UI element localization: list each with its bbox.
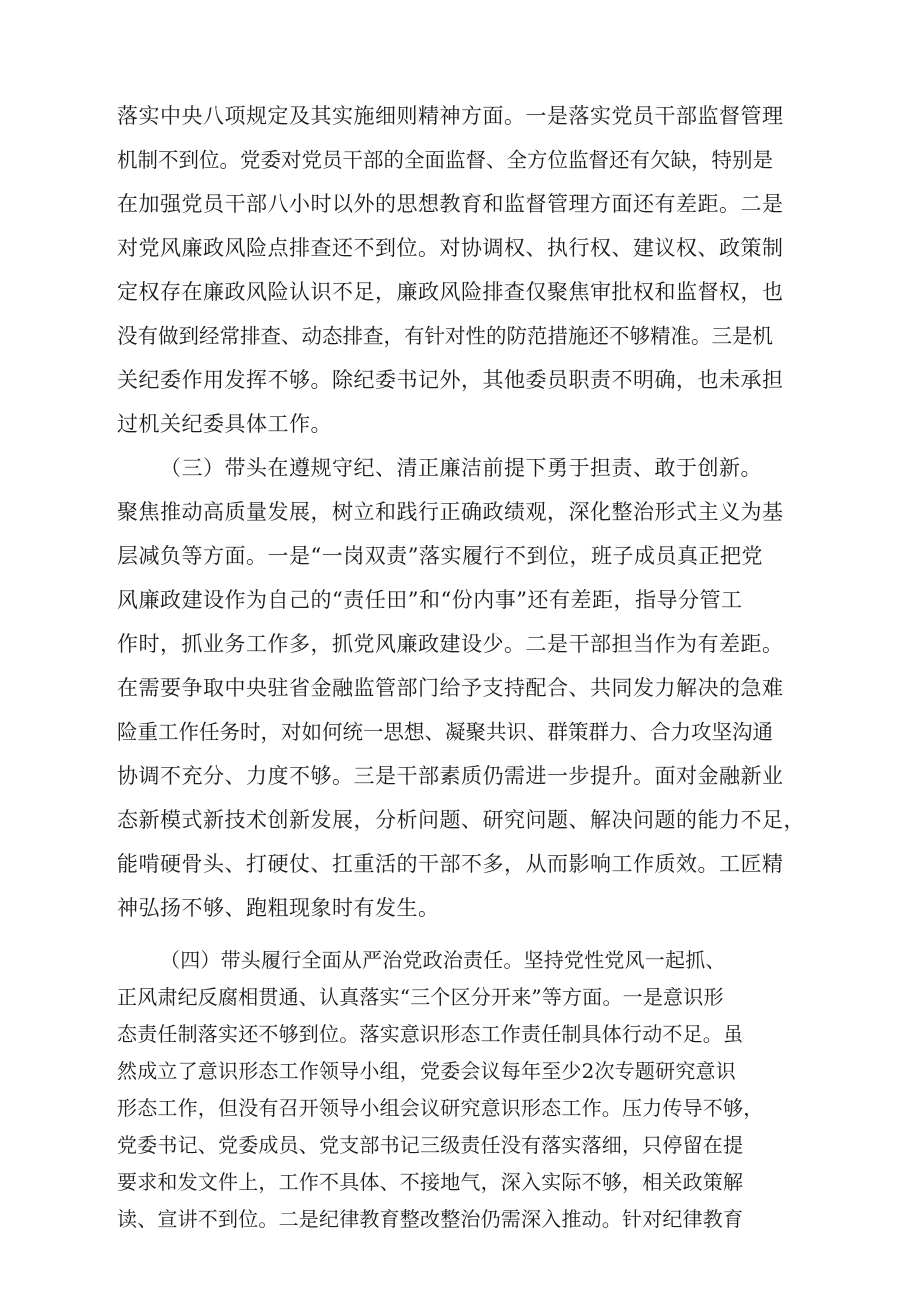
text-line: 对党风廉政风险点排查还不到位。对协调权、执行权、建议权、政策制 [117,236,784,260]
text-line: 态新模式新技术创新发展，分析问题、研究问题、解决问题的能力不足， [117,808,805,832]
section-heading: （三）带头在遵规守纪、清正廉洁前提下勇于担责、敢于创新。 [160,456,762,480]
text-line: 过机关纪委具体工作。 [117,412,332,436]
text-line: 作时，抓业务工作多，抓党风廉政建设少。二是干部担当作为有差距。 [117,632,784,656]
text-line: 然成立了意识形态工作领导小组，党委会议每年至少2次专题研究意识 [117,1059,736,1083]
text-line: 形态工作，但没有召开领导小组会议研究意识形态工作。压力传导不够， [117,1096,764,1120]
text-line: 定权存在廉政风险认识不足，廉政风险排查仅聚焦审批权和监督权，也 [117,280,784,304]
text-line: 能啃硬骨头、打硬仗、扛重活的干部不多，从而影响工作质效。工匠精 [117,852,784,876]
text-line: 险重工作任务时，对如何统一思想、凝聚共识、群策群力、合力攻坚沟通 [117,720,773,744]
text-line: 在加强党员干部八小时以外的思想教育和监督管理方面还有差距。二是 [117,192,784,216]
text-line: 神弘扬不够、跑粗现象时有发生。 [117,896,440,920]
text-line: 落实中央八项规定及其实施细则精神方面。一是落实党员干部监督管理 [117,104,784,128]
text-line: 正风肃纪反腐相贯通、认真落实“三个区分开来”等方面。一是意识形 [117,985,724,1009]
text-line: 层减负等方面。一是“一岗双责”落实履行不到位，班子成员真正把党 [117,544,763,568]
text-line: 聚焦推动高质量发展，树立和践行正确政绩观，深化整治形式主义为基 [117,500,784,524]
text-line: 关纪委作用发挥不够。除纪委书记外，其他委员职责不明确，也未承担 [117,368,784,392]
text-line: 党委书记、党委成员、党支部书记三级责任没有落实落细，只停留在提 [117,1133,744,1157]
text-line: 读、宣讲不到位。二是纪律教育整改整治仍需深入推动。针对纪律教育 [117,1207,744,1231]
text-line: 没有做到经常排查、动态排查，有针对性的防范措施还不够精准。三是机 [117,324,773,348]
text-line: 协调不充分、力度不够。三是干部素质仍需进一步提升。面对金融新业 [117,764,784,788]
text-line: 机制不到位。党委对党员干部的全面监督、全方位监督还有欠缺，特别是 [117,148,773,172]
text-line: 要求和发文件上，工作不具体、不接地气，深入实际不够，相关政策解 [117,1170,744,1194]
text-line: 态责任制落实还不够到位。落实意识形态工作责任制具体行动不足。虽 [117,1022,744,1046]
text-line: 在需要争取中央驻省金融监管部门给予支持配合、共同发力解决的急难 [117,676,784,700]
text-line: 风廉政建设作为自己的“责任田”和“份内事”还有差距，指导分管工 [117,588,743,612]
section-heading: （四）带头履行全面从严治党政治责任。坚持党性党风一起抓、 [160,948,726,972]
